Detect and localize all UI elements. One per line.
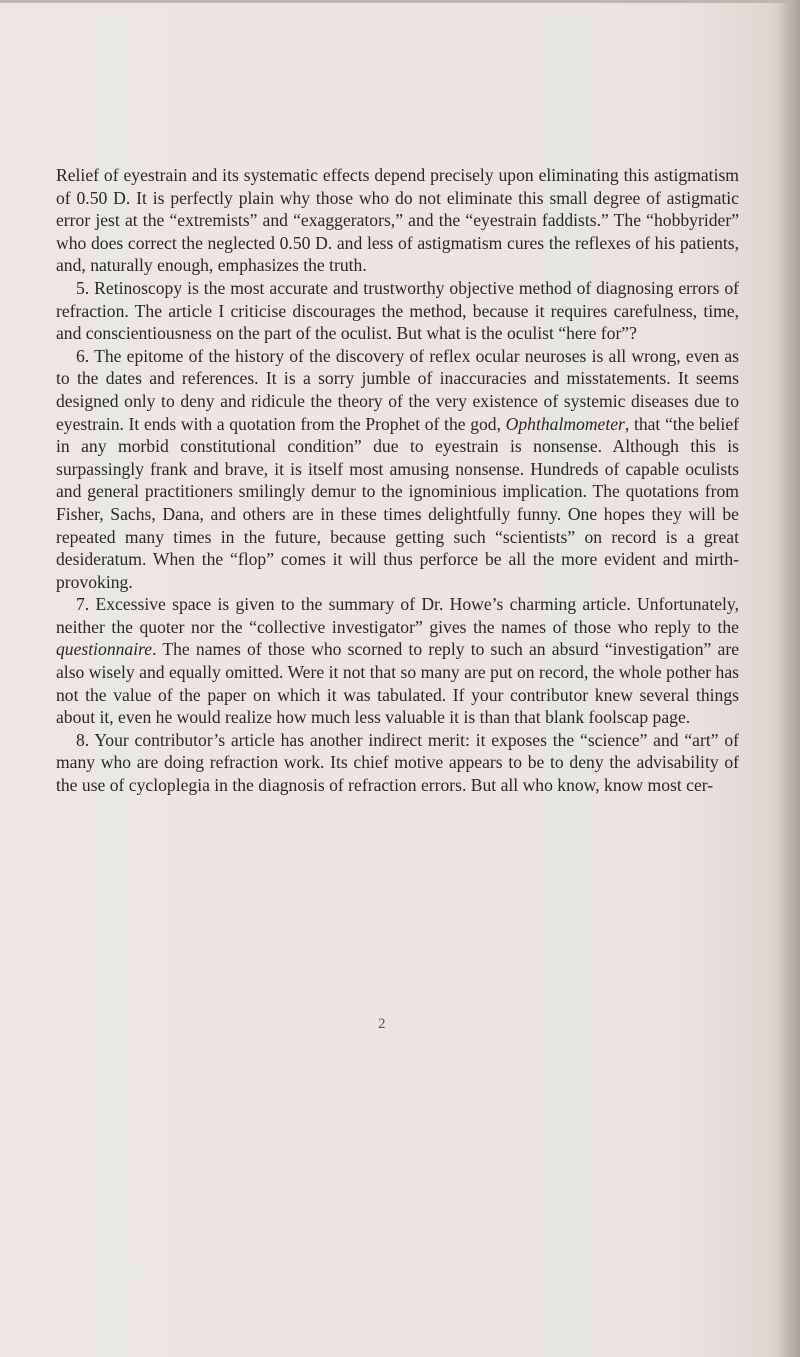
paragraph-history-epitome — [56, 345, 739, 594]
paragraph-eyestrain-relief: Relief of eyestrain and its systematic effects depend precisely upon eliminating this astigmatism of 0.50 D. It is perfectly plain why those who do not eliminate this small degree of astigmatic error jest at the “extremists” and “exaggerators,” and the “eyestrain faddists.” The “hobbyrider” who does correct the neglected 0.50 D. and less of astigmatism cures the reflexes of his patients, and, naturally enough, emphasizes the truth. — [56, 165, 739, 276]
page-top-edge — [0, 0, 800, 3]
paragraph-history-text-b: , that “the belief in any morbid constitutional condition” due to eyestrain is nonsense. Although this is surpassingly frank and brave, it is itself most amusing nonsense. Hundreds of capable oculists and general practitioners smilingly demur to the ignominious implication. The quotations from Fisher, Sachs, Dana, and others are in these times delightfully funny. One hopes they will be repeated many times in the future, because getting such “scientists” on record is a great desideratum. When the “flop” comes it will thus perforce be all the more evident and mirth-provoking. — [56, 413, 739, 592]
paragraph-indirect-merit: 8. Your contributor’s article has another indirect merit: it exposes the “science” and “art” of many who are doing refraction work. Its chief motive appears to be to deny the advisability of the use of cycloplegia in the diagnosis of refraction errors. But all who know, know most cer- — [56, 729, 739, 796]
questionnaire-italic: questionnaire — [56, 639, 153, 660]
paragraph-history-text-a: 6. The epitome of the history of the discovery of reflex ocular neuroses is all wrong, even as to the dates and references. It is a sorry jumble of inaccuracies and misstatements. It seems designed only to deny and ridicule the theory of the very existence of systemic diseases due to eyestrain. It ends with a quotation from the Prophet of the god, — [56, 345, 739, 434]
page-binding-shadow — [778, 0, 800, 1357]
page-number: 2 — [378, 1016, 386, 1032]
paragraph-retinoscopy: 5. Retinoscopy is the most accurate and trustworthy objective method of diagnosing errors of refraction. The article I criticise discourages the method, because it requires carefulness, time, and conscientiousness on the part of the oculist. But what is the oculist “here for”? — [56, 277, 739, 344]
paragraph-howe-summary — [56, 593, 739, 729]
body-text — [56, 164, 739, 797]
paragraph-howe-text-b: . The names of those who scorned to reply to such an absurd “investigation” are also wisely and equally omitted. Were it not that so many are put on record, the whole pother has not the value of the paper on which it was tabulated. If your contributor knew several things about it, even he would realize how much less valuable it is than that blank foolscap page. — [56, 639, 739, 728]
ophthalmometer-italic: Ophthalmometer — [505, 413, 625, 434]
paragraph-howe-text-a: 7. Excessive space is given to the summary of Dr. Howe’s charming article. Unfortunately, neither the quoter nor the “collective investigator” gives the names of those who reply to the — [56, 594, 739, 637]
